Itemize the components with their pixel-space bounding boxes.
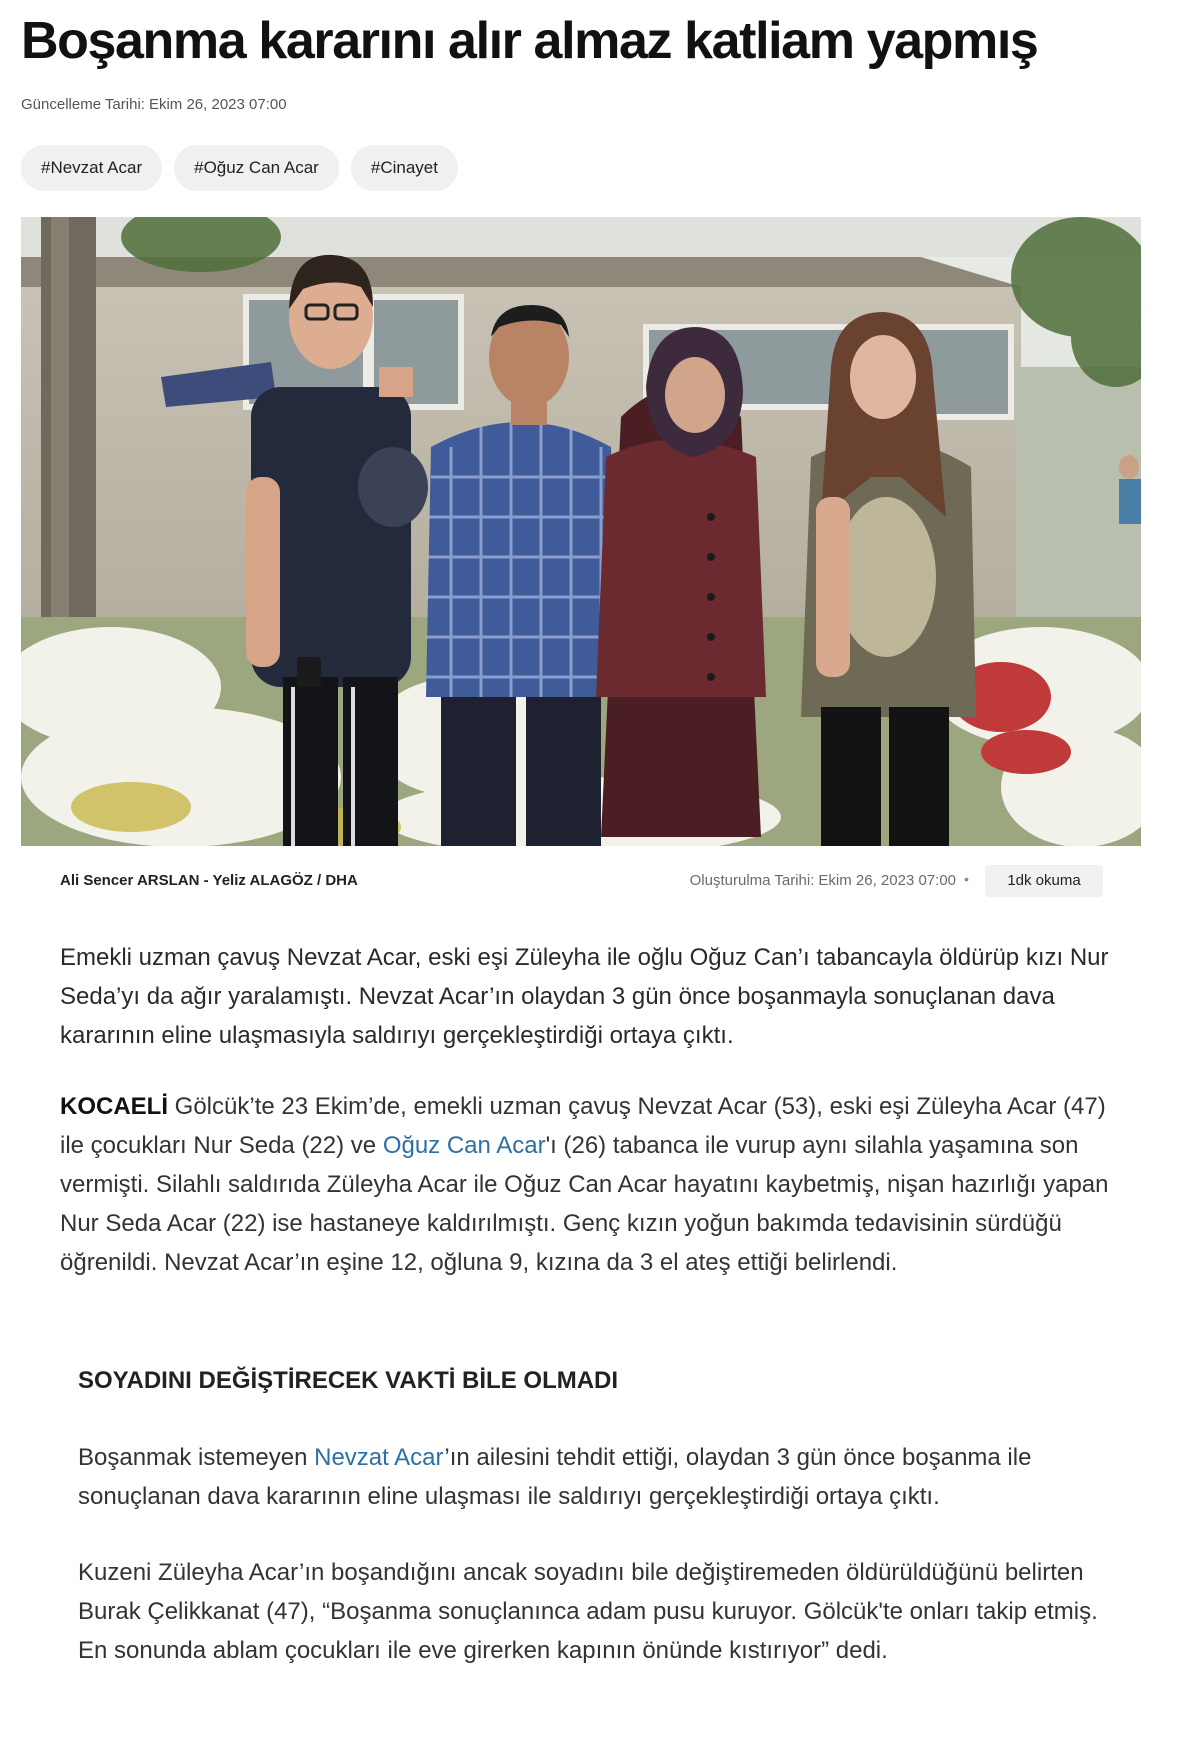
created-date-value: Ekim 26, 2023 07:00 xyxy=(818,872,956,889)
meta-separator: • xyxy=(964,871,969,887)
link-nevzat-acar[interactable]: Nevzat Acar xyxy=(314,1444,445,1471)
dateline: KOCAELİ xyxy=(60,1093,168,1120)
paragraph-text: ’ın ailesini tehdit ettiği, olaydan 3 gün önce boşanma ile sonuçlanan dava kararının eline ulaşması ile saldırıyı gerçekleştirdiği ortaya çıktı. xyxy=(78,1444,1032,1510)
paragraph-text: 'ı (26) tabanca ile vurup aynı silahla yaşamına son vermişti. Silahlı saldırıda Züleyha Acar ile Oğuz Can Acar hayatını kaybetmiş, nişan hazırlığı yapan Nur Seda Acar (22) ise hastaneye kaldırılmıştı. Genç kızın yoğun bakımda tedavisinin sürdüğü öğrenildi. Nevzat Acar’ın eşine 12, oğluna 9, kızına da 3 el ateş ettiği belirlendi. xyxy=(60,1132,1109,1276)
article-headline: Boşanma kararını alır almaz katliam yapmış xyxy=(21,12,1038,70)
body-paragraph-1 xyxy=(60,1087,1120,1282)
byline-row xyxy=(0,862,1181,902)
paragraph-text: Gölcük’te 23 Ekim’de, emekli uzman çavuş Nevzat Acar (53), eski eşi Züleyha Acar (47) ile çocukları Nur Seda (22) ve xyxy=(60,1093,1106,1159)
updated-date-value: Ekim 26, 2023 07:00 xyxy=(148,96,287,113)
link-oguz-can-acar[interactable]: Oğuz Can Acar xyxy=(382,1132,546,1159)
updated-date xyxy=(21,96,287,113)
section-subheading: SOYADINI DEĞİŞTİRECEK VAKTİ BİLE OLMADI xyxy=(78,1367,619,1394)
updated-label: Güncelleme Tarihi: xyxy=(21,96,145,113)
read-time-badge: 1dk okuma xyxy=(985,865,1103,897)
body-paragraph-2 xyxy=(78,1438,1128,1516)
created-date xyxy=(690,872,956,889)
tag-list xyxy=(21,145,458,191)
tag-cinayet[interactable]: #Cinayet xyxy=(351,145,458,191)
hero-photo xyxy=(21,217,1141,846)
tag-oguz-can-acar[interactable]: #Oğuz Can Acar xyxy=(174,145,339,191)
paragraph-text: Boşanmak istemeyen xyxy=(78,1444,315,1471)
family-photo-illustration xyxy=(21,217,1141,846)
body-paragraph-3: Kuzeni Züleyha Acar’ın boşandığını ancak soyadını bile değiştiremeden öldürüldüğünü belirten Burak Çelikkanat (47), “Boşanma sonuçlanınca adam pusu kuruyor. Gölcük'te onları takip etmiş. En sonunda ablam çocukları ile eve girerken kapının önünde kıstırıyor” dedi. xyxy=(78,1559,1098,1664)
created-label: Oluşturulma Tarihi: xyxy=(689,872,815,889)
tag-nevzat-acar[interactable]: #Nevzat Acar xyxy=(21,145,162,191)
author-name: Ali Sencer ARSLAN - Yeliz ALAGÖZ / DHA xyxy=(60,872,358,889)
article-summary: Emekli uzman çavuş Nevzat Acar, eski eşi Züleyha ile oğlu Oğuz Can’ı tabancayla öldürüp kızı Nur Seda’yı da ağır yaralamıştı. Nevzat Acar’ın olaydan 3 gün önce boşanmayla sonuçlanan dava kararının eline ulaşmasıyla saldırıyı gerçekleştirdiği ortaya çıktı. xyxy=(60,944,1109,1049)
